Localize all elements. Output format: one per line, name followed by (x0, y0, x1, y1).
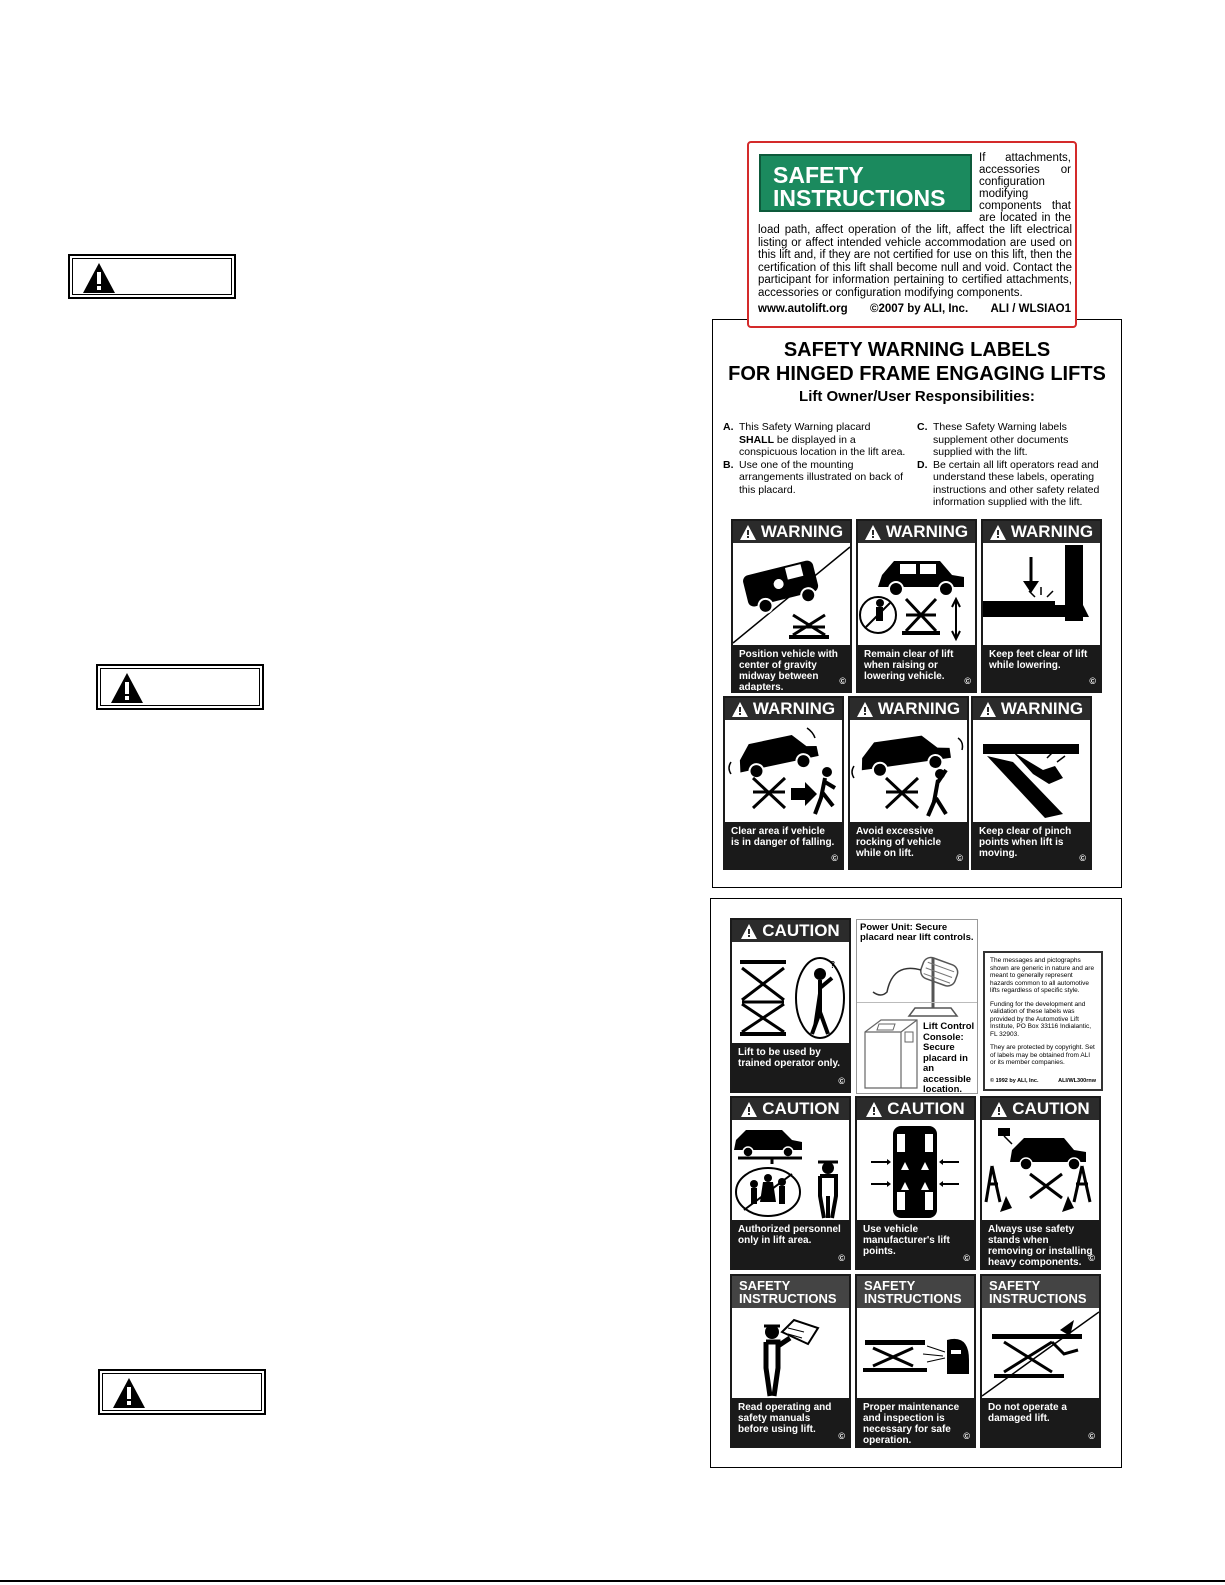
copyright-mark: © (1079, 853, 1086, 863)
panel-header-line2: INSTRUCTIONS (989, 1291, 1087, 1306)
safety-instructions-badge: SAFETY INSTRUCTIONS (759, 154, 972, 212)
read-manual-icon (732, 1310, 849, 1398)
copyright-mark: © (964, 676, 971, 686)
sheet-subtitle: Lift Owner/User Responsibilities: (799, 388, 1035, 405)
panel-header-line1: SAFETY (739, 1278, 791, 1293)
panel-caption: Use vehicle manufacturer's lift points. (863, 1224, 950, 1257)
copyright-mark: © (956, 853, 963, 863)
panel-header: CAUTION (762, 921, 840, 940)
panel-header-line2: INSTRUCTIONS (739, 1291, 837, 1306)
panel-header: CAUTION (762, 1099, 840, 1118)
warning-triangle-icon (732, 702, 748, 717)
falling-vehicle-icon (725, 722, 842, 822)
panel-caption: Always use safety stands when removing or installing heavy components. (988, 1224, 1093, 1268)
panel-header: WARNING (1000, 699, 1084, 718)
panel-header: CAUTION (887, 1099, 965, 1118)
safety-warning-labels-sheet (712, 319, 1122, 888)
placard-text-body: load path, affect operation of the lift, affect the lift electrical listing or affect intended vehicle accommodation are used on this lift and, if they are not certified for use on this lift, then the certification of this lift shall become null and void. Contact the participant for information pertaining to certified attachments, accessories or configuration modifying components. (758, 224, 1072, 299)
warning-panel-clear-area (723, 696, 844, 870)
responsibility-a: A. This Safety Warning placard SHALL be displayed in a conspicuous location in the lift area. (723, 421, 906, 458)
copyright-mark: © (963, 1431, 970, 1441)
panel-caption: Avoid excessive rocking of vehicle while on lift. (856, 826, 942, 859)
placard-copyright: ©2007 by ALI, Inc. (869, 303, 969, 315)
placard-text-right: If attachments, accessories or configuration modifying components that are located in the (979, 152, 1071, 224)
responsibilities-col-right (917, 421, 1109, 509)
warning-triangle-icon (865, 525, 881, 540)
authorized-personnel-icon (732, 1122, 849, 1222)
warning-triangle-icon (112, 1377, 146, 1409)
panel-caption: Position vehicle with center of gravity midway between adapters. (739, 649, 838, 693)
panel-caption: Keep clear of pinch points when lift is moving. (979, 826, 1072, 859)
pinch-point-icon (973, 722, 1090, 822)
caution-panel-lift-points (855, 1096, 976, 1270)
panel-header: WARNING (877, 699, 961, 718)
responsibility-b: B. Use one of the mounting arrangements illustrated on back of this placard. (723, 458, 904, 496)
copyright-mark: © (831, 853, 838, 863)
power-unit-placement-box (856, 919, 978, 1094)
copyright-mark: © (838, 1431, 845, 1441)
placard-footer (758, 303, 1071, 315)
panel-caption: Clear area if vehicle is in danger of falling. (731, 826, 835, 848)
copyright-mark: © (838, 1076, 845, 1086)
message-paragraph-2: Funding for the development and validation of these labels was provided by the Automotive Lift Institute, PO Box 33116 Indialantic, FL 32903. (990, 1000, 1092, 1038)
warning-triangle-icon (991, 1102, 1007, 1117)
panel-header: WARNING (752, 699, 836, 718)
panel-caption: Keep feet clear of lift while lowering. (989, 649, 1088, 671)
caution-panel-authorized-personnel (730, 1096, 851, 1270)
warning-triangle-icon (741, 1102, 757, 1117)
copyright-mark: © (1088, 1253, 1095, 1263)
panel-header-line1: SAFETY (864, 1278, 916, 1293)
lift-console-text: Lift Control Console: Secure placard in an accessible location. (923, 1021, 975, 1095)
svg-text:?: ? (830, 960, 836, 971)
warning-panel-pinch-points (971, 696, 1092, 870)
page-bottom-rule (0, 1580, 1225, 1582)
safety-panel-damaged-lift (980, 1274, 1101, 1448)
power-unit-text: Power Unit: Secure placard near lift controls. (860, 922, 974, 943)
lift-points-icon (857, 1122, 974, 1222)
message-paragraph-1: The messages and pictographs shown are generic in nature and are meant to generally represent hazards common to all automotive lifts regardless of specific style. (990, 957, 1095, 994)
van-on-lift-icon (733, 545, 850, 645)
responsibility-c: C. These Safety Warning labels supplement other documents supplied with the lift. (917, 421, 1069, 458)
copyright-mark: © (1089, 676, 1096, 686)
warning-triangle-icon (990, 525, 1006, 540)
panel-header: WARNING (1010, 522, 1094, 541)
panel-caption: Authorized personnel only in lift area. (738, 1224, 841, 1246)
responsibility-d: D. Be certain all lift operators read and understand these labels, operating instructions and other safety related information supplied with the lift. (917, 458, 1100, 508)
copyright-mark: © (1088, 1431, 1095, 1441)
warning-panel-remain-clear (856, 519, 977, 693)
safety-panel-read-manuals (730, 1274, 851, 1448)
placard-url: www.autolift.org (758, 303, 848, 315)
safety-stands-icon (982, 1122, 1099, 1222)
copyright-mark: © (963, 1253, 970, 1263)
panel-header-line2: INSTRUCTIONS (864, 1291, 962, 1306)
safety-instructions-placard (747, 141, 1077, 328)
panel-header: WARNING (760, 522, 844, 541)
panel-header-line1: SAFETY (989, 1278, 1041, 1293)
warning-triangle-icon (110, 672, 144, 704)
message-paragraph-3: They are protected by copyright. Set of labels may be obtained from ALI or its member companies. (990, 1044, 1095, 1066)
panel-caption: Proper maintenance and inspection is necessary for safe operation. (863, 1402, 960, 1446)
panel-caption: Lift to be used by trained operator only. (738, 1047, 841, 1069)
copyright-mark: © (838, 1253, 845, 1263)
panel-caption: Do not operate a damaged lift. (988, 1402, 1067, 1424)
panel-caption: Remain clear of lift when raising or lowering vehicle. (864, 649, 954, 682)
warning-box-1 (68, 254, 236, 299)
safety-panel-maintenance (855, 1274, 976, 1448)
car-raising-icon (858, 545, 975, 645)
warning-triangle-icon (741, 924, 757, 939)
message-code: ALI/WL300rnw (1058, 1077, 1096, 1084)
copyright-message-box (983, 951, 1103, 1091)
panel-header: WARNING (885, 522, 969, 541)
warning-box-3 (98, 1369, 266, 1415)
foot-crush-icon (983, 545, 1100, 645)
responsibilities-col-left (723, 421, 907, 496)
warning-box-2 (96, 664, 264, 710)
lift-control-console-icon (861, 1016, 921, 1092)
panel-header: CAUTION (1012, 1099, 1090, 1118)
warning-triangle-icon (980, 702, 996, 717)
copyright-mark: © (839, 676, 846, 686)
inspection-icon (857, 1310, 974, 1398)
caution-panel-safety-stands (980, 1096, 1101, 1270)
sheet-title-line1: SAFETY WARNING LABELS (783, 339, 1051, 361)
warning-triangle-icon (866, 1102, 882, 1117)
trained-operator-icon (732, 944, 849, 1044)
placard-code: ALI / WLSIAO1 (990, 303, 1071, 315)
message-copyright: © 1992 by ALI, Inc. (990, 1077, 1039, 1084)
sheet-title-line2: FOR HINGED FRAME ENGAGING LIFTS (728, 363, 1106, 385)
warning-triangle-icon (82, 262, 116, 294)
damaged-lift-icon (982, 1310, 1099, 1398)
panel-caption: Read operating and safety manuals before using lift. (738, 1402, 832, 1435)
power-unit-icon (863, 942, 973, 1022)
warning-triangle-icon (857, 702, 873, 717)
warning-panel-avoid-rocking (848, 696, 969, 870)
warning-triangle-icon (740, 525, 756, 540)
caution-panel-trained-operator (730, 918, 851, 1093)
warning-panel-keep-feet-clear (981, 519, 1102, 693)
warning-panel-center-of-gravity (731, 519, 852, 693)
rocking-vehicle-icon (850, 722, 967, 822)
